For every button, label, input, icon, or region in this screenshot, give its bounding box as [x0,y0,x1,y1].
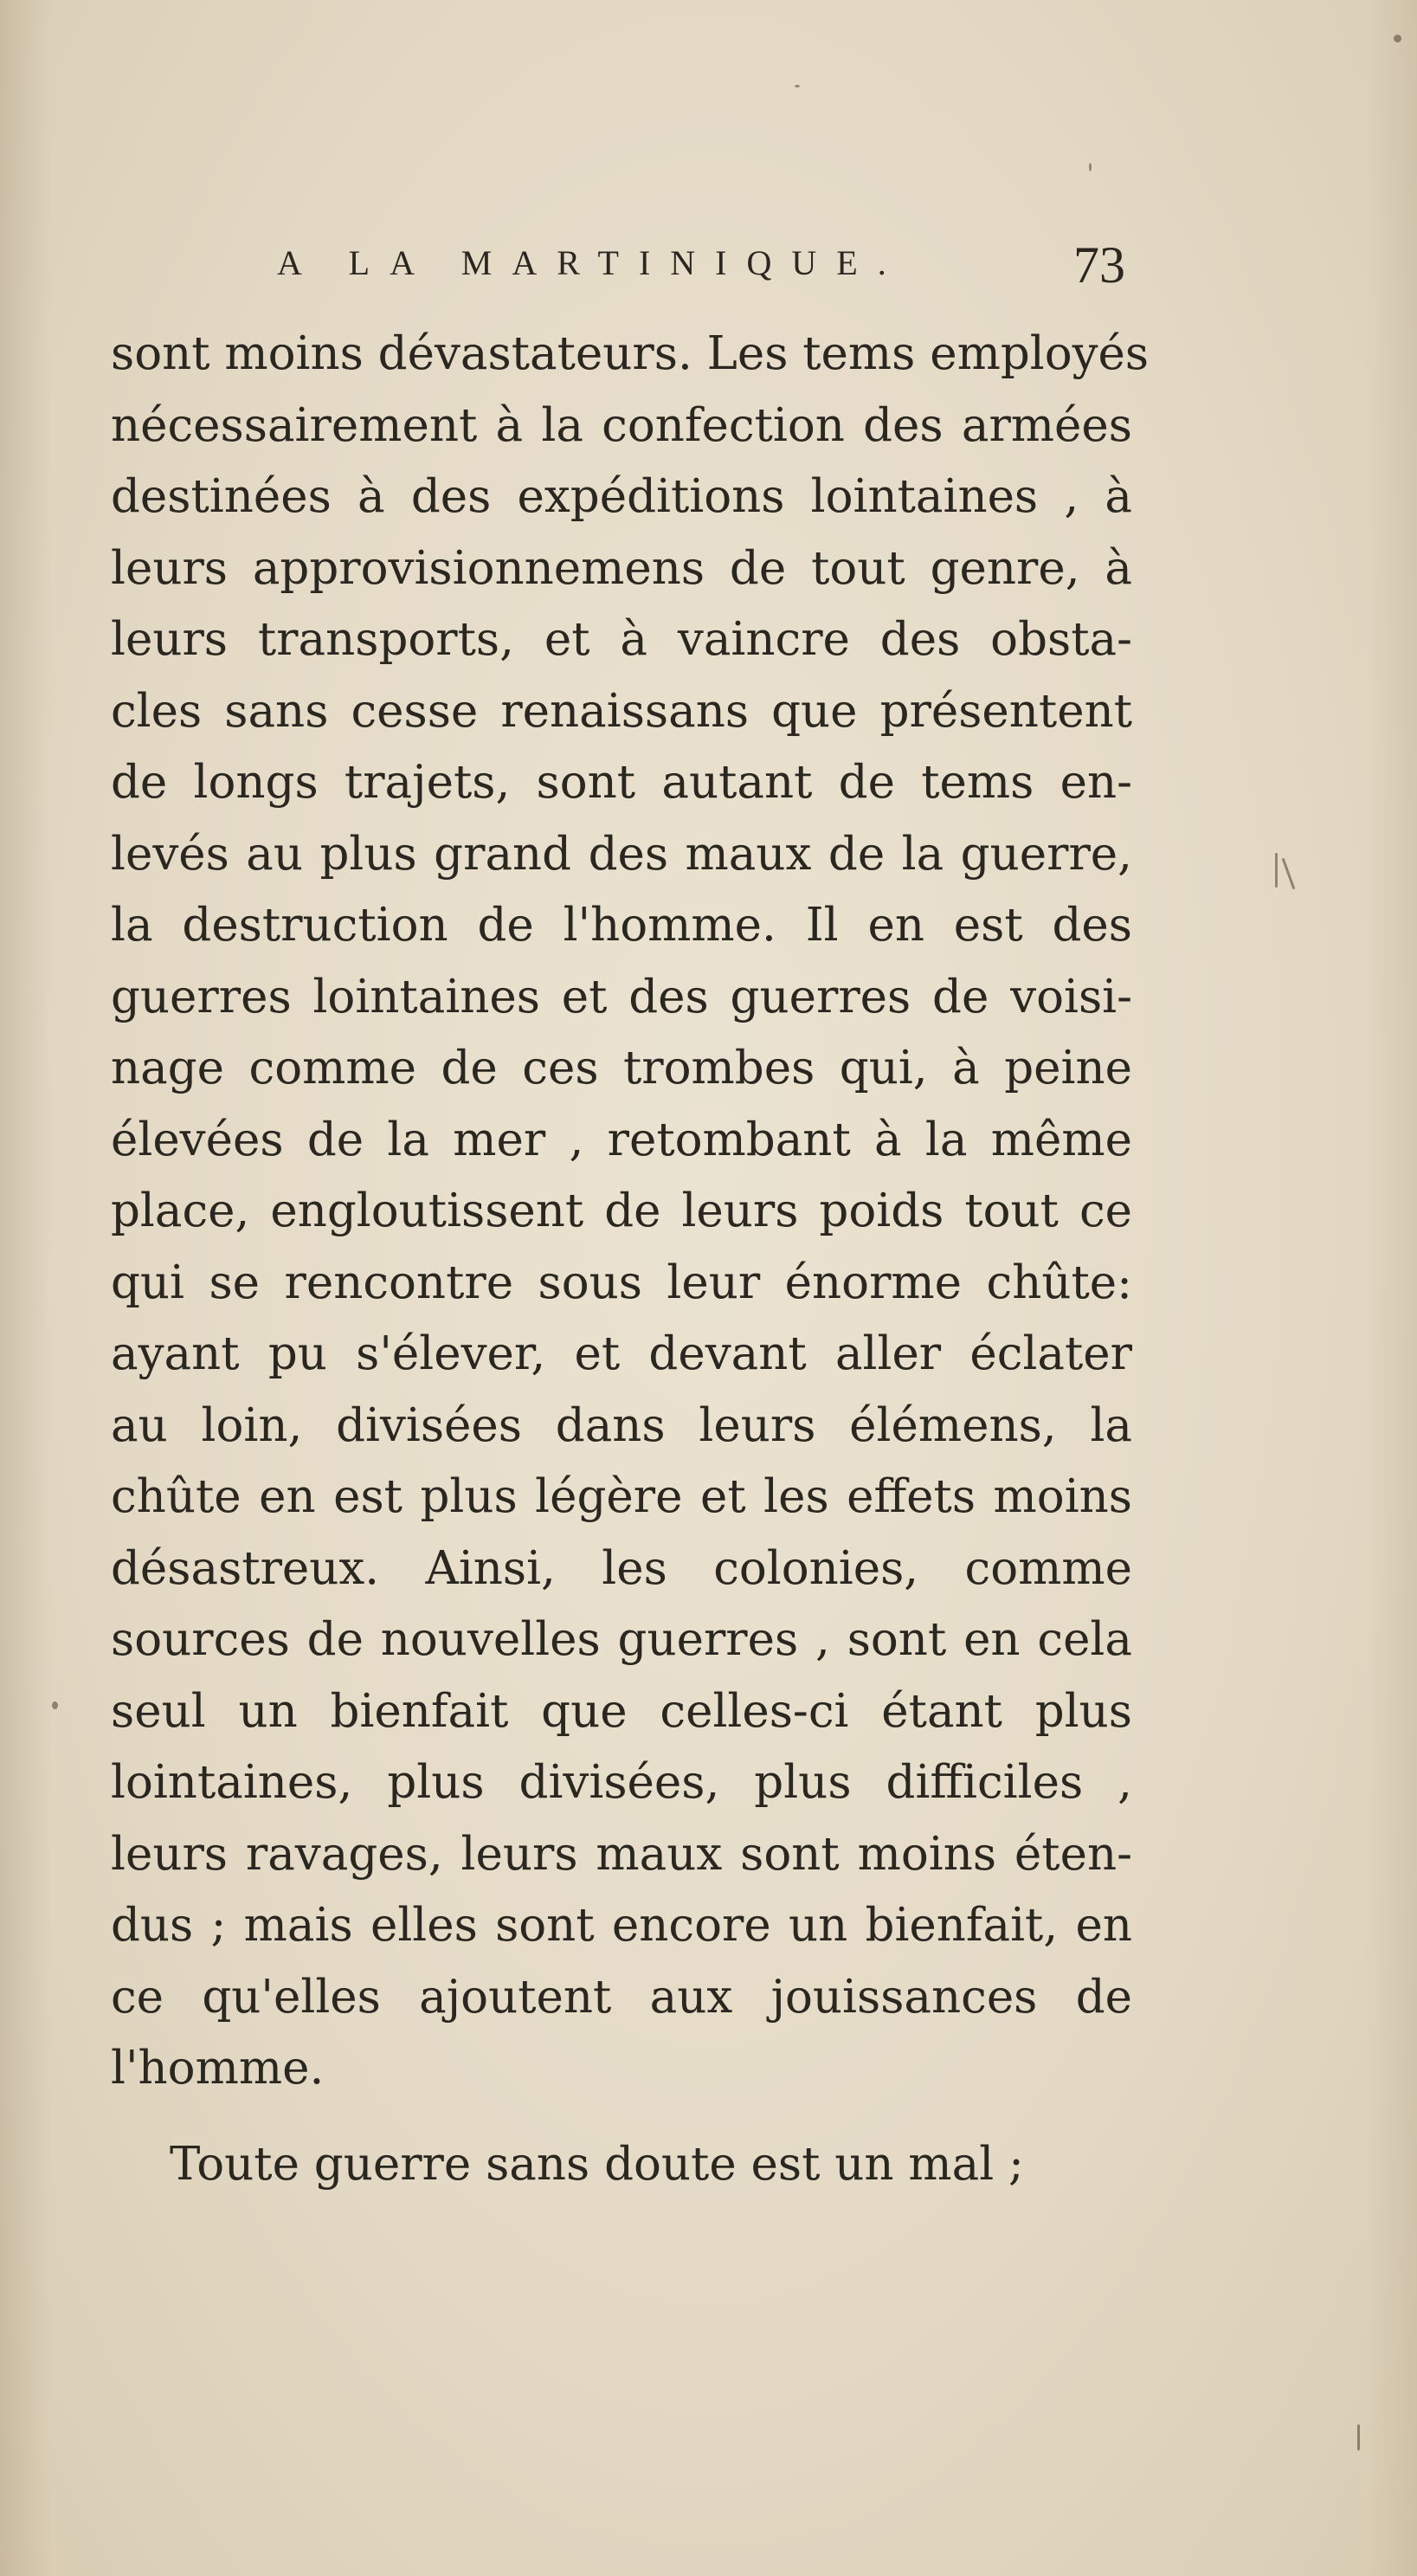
text-line: élevées de la mer , retombant à la même [111,1113,1132,1166]
running-title: A LA MARTINIQUE. [277,243,906,282]
text-line: ce qu'elles ajoutent aux jouissances de [111,1970,1132,2024]
ink-speck [1282,858,1296,890]
text-line: levés au plus grand des maux de la guerre, [111,827,1132,881]
text-line: destinées à des expéditions lointaines , à [111,470,1132,523]
ink-speck [795,85,800,87]
text-line: de longs trajets, sont autant de tems en- [111,756,1132,809]
next-paragraph-line: Toute guerre sans doute est un mal ; [170,2137,1024,2191]
page-number: 73 [1073,236,1125,294]
page-gutter-shadow [0,0,52,2576]
text-line: l'homme. [111,2042,325,2095]
text-line: nécessairement à la confection des armées [111,398,1132,452]
text-line: leurs approvisionnemens de tout genre, à [111,541,1132,595]
text-line: ayant pu s'élever, et devant aller éclater [111,1327,1132,1380]
paragraph-gap [111,2105,1132,2129]
text-line: qui se rencontre sous leur énorme chûte: [111,1256,1132,1309]
text-line: leurs transports, et à vaincre des obsta- [111,613,1132,666]
page-header [277,236,1125,296]
ink-speck [52,1701,58,1709]
text-line: désastreux. Ainsi, les colonies, comme [111,1541,1132,1595]
text-line: lointaines, plus divisées, plus difficiles , [111,1756,1132,1809]
ink-speck [1394,35,1401,42]
text-line: au loin, divisées dans leurs élémens, la [111,1398,1132,1452]
text-line: chûte en est plus légère et les effets moins [111,1470,1132,1523]
text-line: la destruction de l'homme. Il en est des [111,899,1132,952]
ink-speck [1275,853,1278,888]
text-line: sources de nouvelles guerres , sont en cela [111,1613,1132,1666]
text-line: dus ; mais elles sont encore un bienfait, en [111,1899,1132,1952]
text-line: nage comme de ces trombes qui, à peine [111,1042,1132,1094]
ink-speck [1357,2424,1360,2450]
page-edge-shadow [1365,0,1417,2576]
text-line: place, engloutissent de leurs poids tout ce [111,1185,1132,1237]
body-text [111,319,1150,2200]
text-line: guerres lointaines et des guerres de voisi- [111,970,1132,1023]
text-line: seul un bienfait que celles-ci étant plus [111,1684,1132,1738]
text-line: leurs ravages, leurs maux sont moins éten- [111,1827,1132,1881]
text-line: sont moins dévastateurs. Les tems employés [111,327,1150,380]
text-line: cles sans cesse renaissans que présentent [111,684,1132,738]
ink-speck [1089,163,1092,171]
